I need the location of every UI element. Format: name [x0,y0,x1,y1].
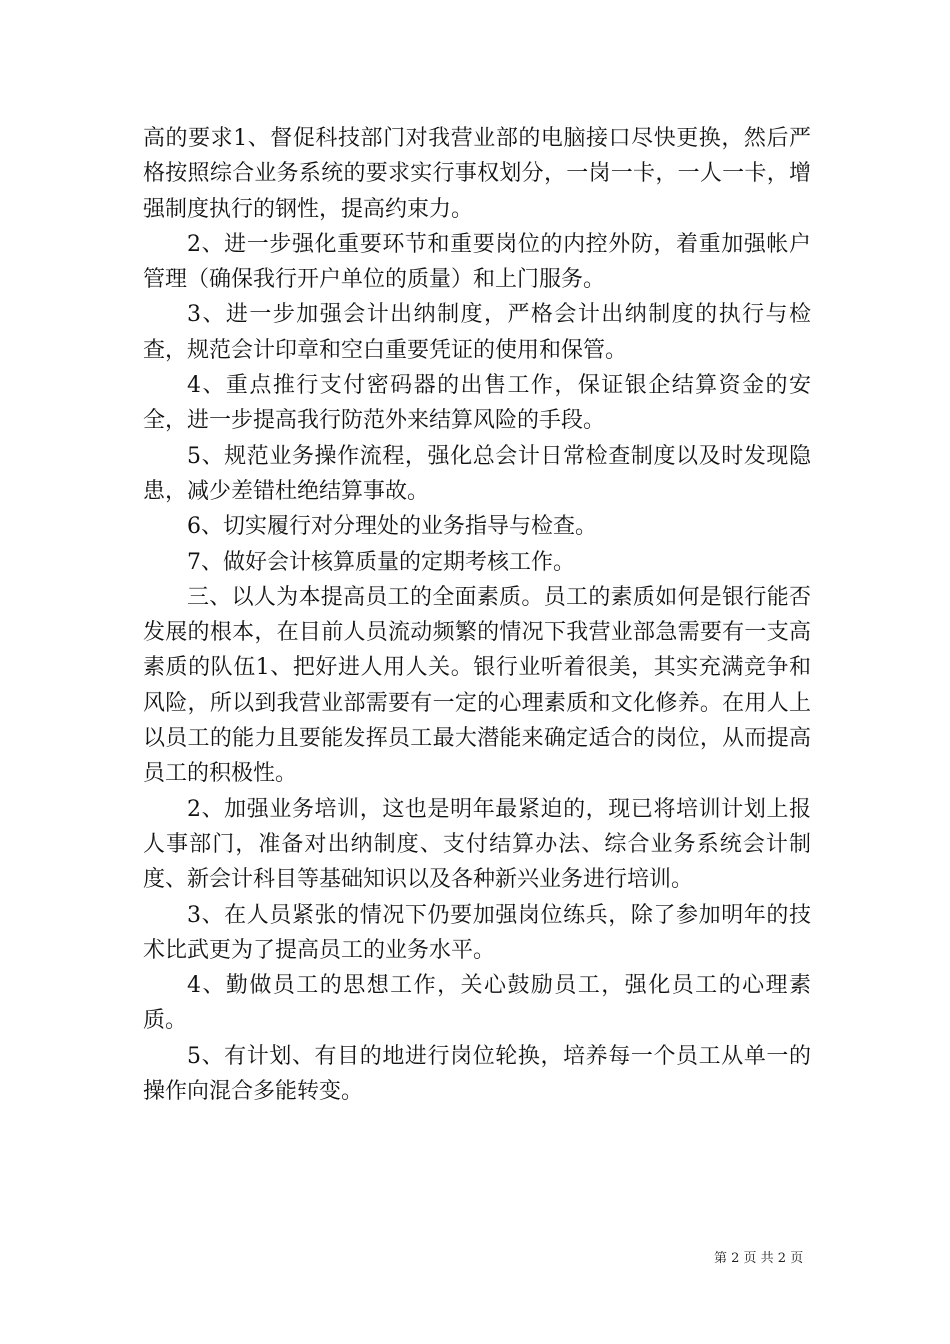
paragraph: 三、以人为本提高员工的全面素质。员工的素质如何是银行能否发展的根本，在目前人员流动频繁的情况下我营业部急需要有一支高素质的队伍1、把好进人用人关。银行业听着很美，其实充满竞争和风险，所以到我营业部需要有一定的心理素质和文化修养。在用人上以员工的能力且要能发挥员工最大潜能来确定适合的岗位，从而提高员工的积极性。 [143,584,811,787]
paragraph: 2、加强业务培训，这也是明年最紧迫的，现已将培训计划上报人事部门，准备对出纳制度、支付结算办法、综合业务系统会计制度、新会计科目等基础知识以及各种新兴业务进行培训。 [143,796,811,893]
paragraph: 7、做好会计核算质量的定期考核工作。 [187,549,575,575]
paragraph: 3、在人员紧张的情况下仍要加强岗位练兵，除了参加明年的技术比武更为了提高员工的业务水平。 [143,902,811,963]
paragraph: 6、切实履行对分理处的业务指导与检查。 [187,514,597,540]
paragraph: 3、进一步加强会计出纳制度，严格会计出纳制度的执行与检查，规范会计印章和空白重要凭证的使用和保管。 [143,302,811,363]
paragraph: 2、进一步强化重要环节和重要岗位的内控外防，着重加强帐户管理（确保我行开户单位的质量）和上门服务。 [143,231,811,293]
document-body [143,121,811,1109]
page-number: 第 2 页 共 2 页 [714,1251,804,1266]
paragraph: 5、有计划、有目的地进行岗位轮换，培养每一个员工从单一的操作向混合多能转变。 [143,1043,811,1105]
paragraph: 5、规范业务操作流程，强化总会计日常检查制度以及时发现隐患，减少差错杜绝结算事故。 [143,443,811,504]
paragraph: 高的要求1、督促科技部门对我营业部的电脑接口尽快更换，然后严格按照综合业务系统的要求实行事权划分，一岗一卡，一人一卡，增强制度执行的钢性，提高约束力。 [143,126,811,222]
paragraph: 4、勤做员工的思想工作，关心鼓励员工，强化员工的心理素质。 [143,973,811,1034]
paragraph: 4、重点推行支付密码器的出售工作，保证银企结算资金的安全，进一步提高我行防范外来结算风险的手段。 [143,373,811,434]
